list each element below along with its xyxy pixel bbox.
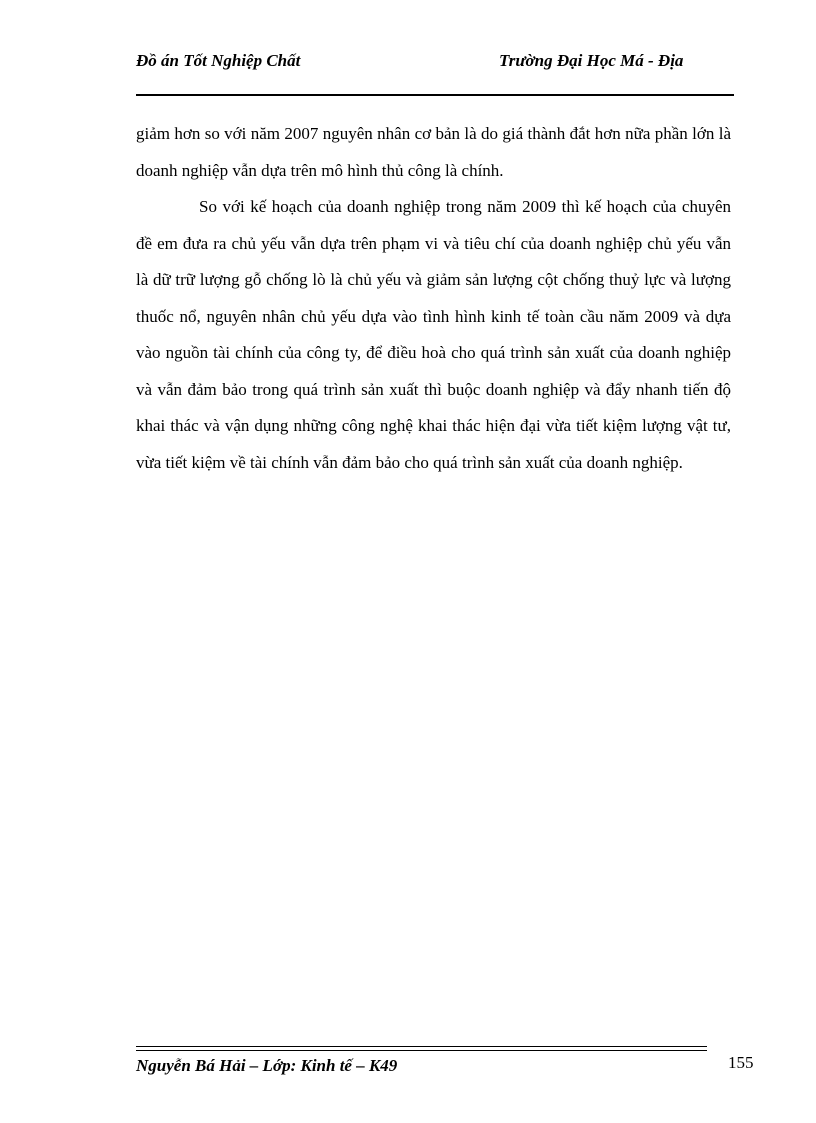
- paragraph-1: giảm hơn so với năm 2007 nguyên nhân cơ bản là do giá thành đắt hơn nữa phần lớn là doanh nghiệp vẫn dựa trên mô hình thủ công là chính.: [136, 124, 731, 180]
- header-divider: [136, 94, 734, 96]
- footer-author-class: Nguyễn Bá Hải – Lớp: Kinh tế – K49: [136, 1056, 398, 1075]
- header-left-title: Đồ án Tốt Nghiệp Chất: [136, 51, 301, 70]
- page-number: 155: [728, 1053, 754, 1072]
- body-text: [136, 116, 731, 481]
- header-right-title: Trường Đại Học Má - Địa: [499, 51, 684, 70]
- footer-divider-top: [136, 1046, 707, 1047]
- footer-divider-bottom: [136, 1050, 707, 1051]
- paragraph-2: So với kế hoạch của doanh nghiệp trong năm 2009 thì kế hoạch của chuyên đề em đưa ra chủ yếu vẫn dựa trên phạm vi và tiêu chí của doanh nghiệp chủ yếu vẫn là dữ trữ lượng gỗ chống lò là chủ yếu và giảm sản lượng cột chống thuỷ lực và lượng thuốc nổ, nguyên nhân chủ yếu dựa vào tình hình kinh tế toàn cầu năm 2009 và dựa vào nguồn tài chính của công ty, để điều hoà cho quá trình sản xuất của doanh nghiệp và vẫn đảm bảo trong quá trình sản xuất thì buộc doanh nghiệp và đẩy nhanh tiến độ khai thác và vận dụng những công nghệ khai thác hiện đại vừa tiết kiệm lượng vật tư, vừa tiết kiệm về tài chính vẫn đảm bảo cho quá trình sản xuất của doanh nghiệp.: [136, 197, 731, 472]
